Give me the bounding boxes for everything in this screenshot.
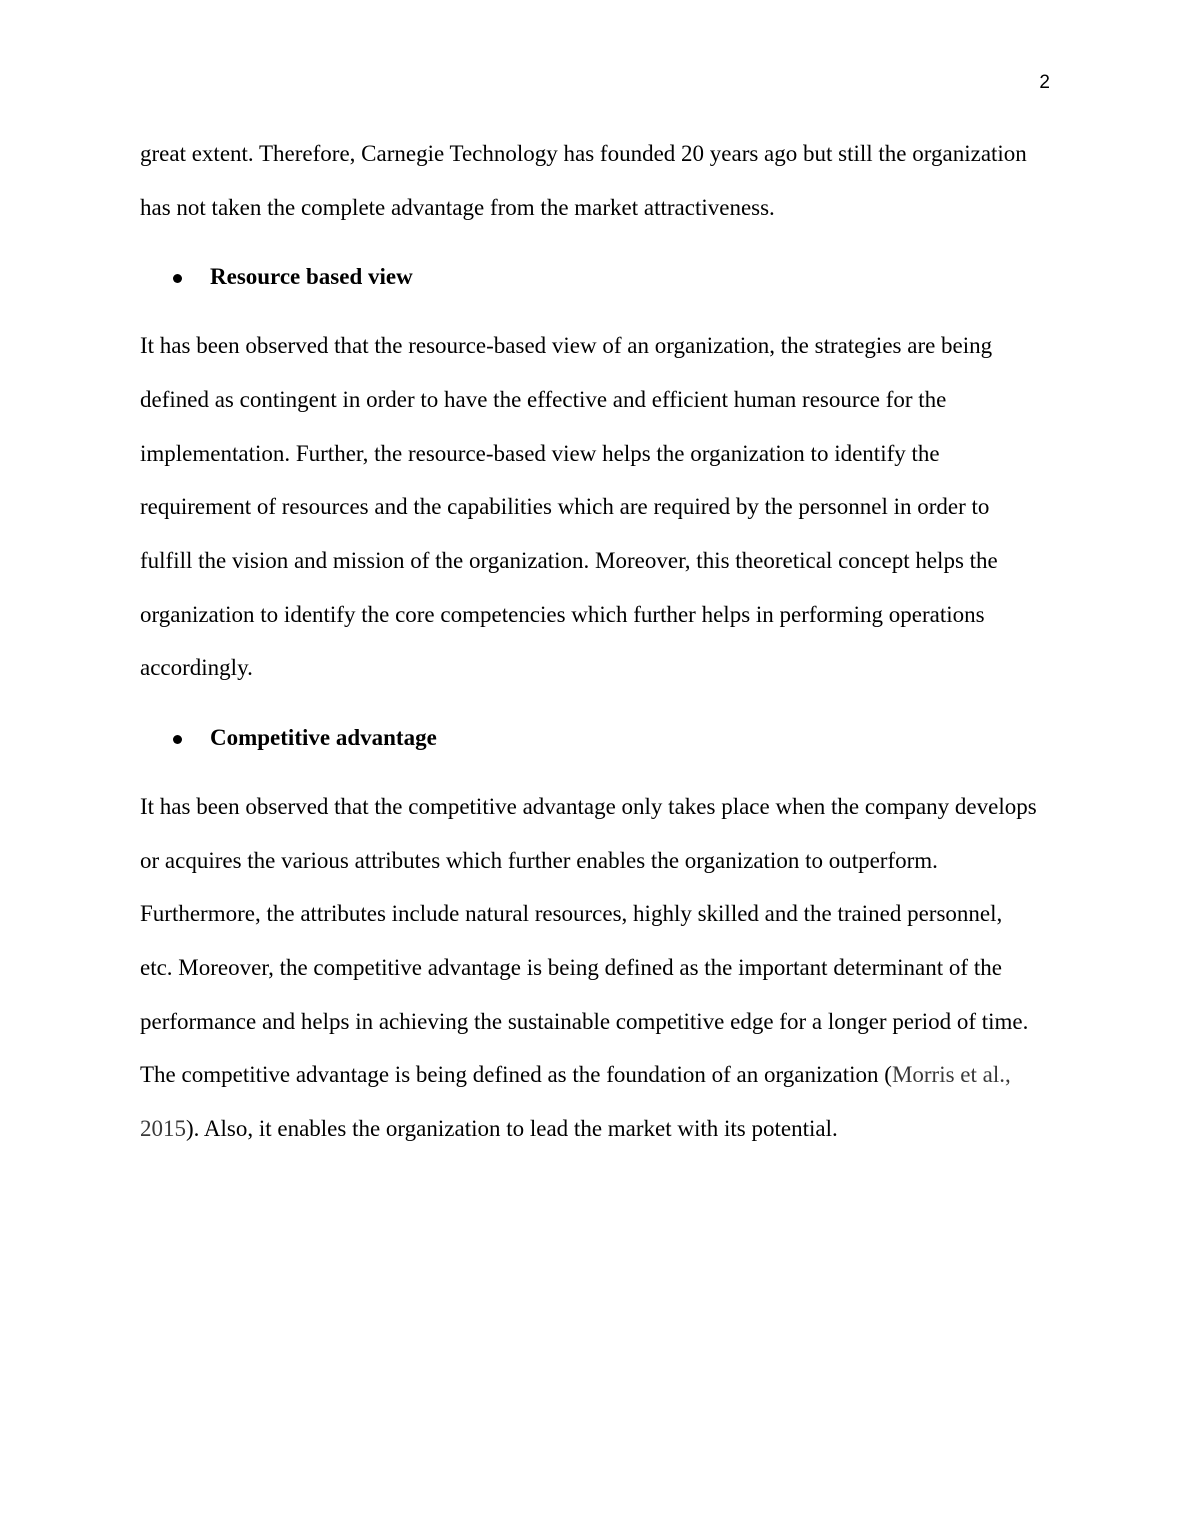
paragraph-line: organization to identify the core competencies which further helps in performing operations (140, 602, 985, 627)
paragraph-line: implementation. Further, the resource-based view helps the organization to identify the (140, 441, 940, 466)
intro-line: has not taken the complete advantage from the market attractiveness. (140, 195, 775, 220)
paragraph-line: or acquires the various attributes which further enables the organization to outperform. (140, 848, 938, 873)
page-number: 2 (1039, 72, 1050, 93)
paragraph-line (140, 1060, 1011, 1090)
section-heading-text: Competitive advantage (210, 725, 437, 750)
paragraph-line: accordingly. (140, 655, 253, 680)
paragraph-line: It has been observed that the resource-based view of an organization, the strategies are being (140, 333, 993, 358)
citation-year[interactable]: 2015 (140, 1116, 186, 1141)
paragraph-line: fulfill the vision and mission of the organization. Moreover, this theoretical concept helps the (140, 548, 998, 573)
bullet-icon (173, 735, 182, 744)
citation-link[interactable]: Morris et al., (891, 1062, 1011, 1087)
paragraph-line (140, 1114, 838, 1144)
paragraph-line: etc. Moreover, the competitive advantage is being defined as the important determinant of the (140, 955, 1002, 980)
paragraph-line: defined as contingent in order to have the effective and efficient human resource for the (140, 387, 947, 412)
paragraph-line: It has been observed that the competitive advantage only takes place when the company develops (140, 794, 1037, 819)
intro-line: great extent. Therefore, Carnegie Technology has founded 20 years ago but still the organization (140, 141, 1027, 166)
paragraph-text: ). Also, it enables the organization to lead the market with its potential. (186, 1116, 838, 1141)
bullet-icon (173, 274, 182, 283)
paragraph-line: Furthermore, the attributes include natural resources, highly skilled and the trained personnel, (140, 901, 1003, 926)
paragraph-text: The competitive advantage is being defined as the foundation of an organization ( (140, 1062, 892, 1087)
section-heading-text: Resource based view (210, 264, 413, 289)
paragraph-line: performance and helps in achieving the sustainable competitive edge for a longer period of time. (140, 1009, 1029, 1034)
paragraph-line: requirement of resources and the capabilities which are required by the personnel in order to (140, 494, 990, 519)
